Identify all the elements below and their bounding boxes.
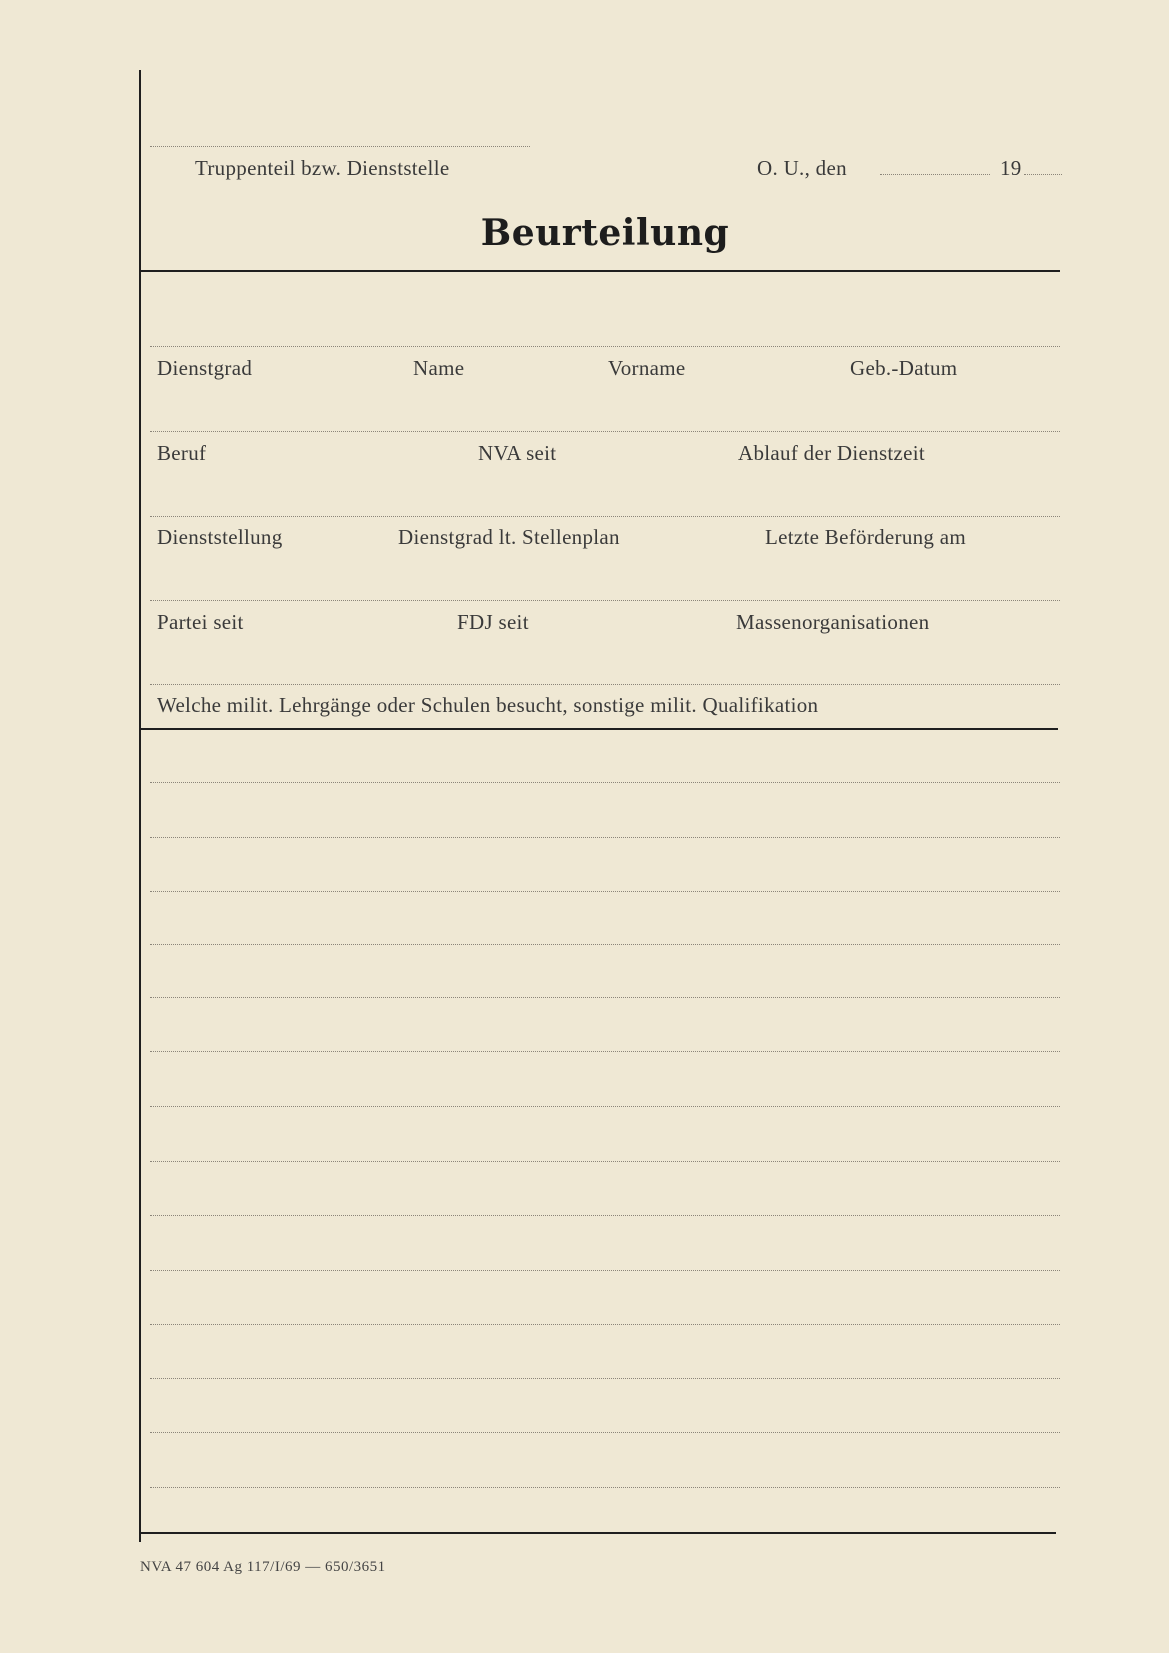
row5-dotted-line[interactable] <box>150 684 1060 685</box>
writing-line[interactable] <box>150 1106 1060 1107</box>
field-dienstgrad: Dienstgrad <box>157 356 253 380</box>
row1-dotted-line[interactable] <box>150 346 1060 347</box>
row3-dotted-line[interactable] <box>150 516 1060 517</box>
place-date-label: O. U., den <box>757 156 847 180</box>
field-dienststellung: Dienststellung <box>157 525 283 549</box>
field-geb-datum: Geb.-Datum <box>850 356 958 380</box>
field-fdj-seit: FDJ seit <box>457 610 529 634</box>
unit-label: Truppenteil bzw. Dienststelle <box>195 156 450 180</box>
title-rule <box>140 270 1060 272</box>
writing-line[interactable] <box>150 891 1060 892</box>
writing-line[interactable] <box>150 1324 1060 1325</box>
unit-dotted-line <box>150 146 530 147</box>
year-label: 19 <box>1000 156 1022 180</box>
writing-line[interactable] <box>150 997 1060 998</box>
field-massenorganisationen: Massenorganisationen <box>736 610 930 634</box>
writing-line[interactable] <box>150 1270 1060 1271</box>
field-vorname: Vorname <box>608 356 686 380</box>
writing-line[interactable] <box>150 944 1060 945</box>
writing-line[interactable] <box>150 1487 1060 1488</box>
field-name: Name <box>413 356 465 380</box>
writing-line[interactable] <box>150 1051 1060 1052</box>
writing-line[interactable] <box>150 1378 1060 1379</box>
writing-line[interactable] <box>150 1215 1060 1216</box>
field-lehrgaenge: Welche milit. Lehrgänge oder Schulen besucht, sonstige milit. Qualifikation <box>157 693 819 717</box>
form-title: Beurteilung <box>480 212 730 254</box>
date-dotted-line[interactable] <box>880 174 990 175</box>
bottom-rule <box>140 1532 1056 1534</box>
field-beruf: Beruf <box>157 441 207 465</box>
writing-line[interactable] <box>150 782 1060 783</box>
field-letzte-befoerderung: Letzte Beförderung am <box>765 525 967 549</box>
row2-dotted-line[interactable] <box>150 431 1060 432</box>
form-number: NVA 47 604 Ag 117/I/69 — 650/3651 <box>140 1559 386 1575</box>
field-ablauf-dienstzeit: Ablauf der Dienstzeit <box>738 441 926 465</box>
left-margin-line <box>139 70 141 1542</box>
writing-line[interactable] <box>150 1161 1060 1162</box>
field-partei-seit: Partei seit <box>157 610 244 634</box>
row4-dotted-line[interactable] <box>150 600 1060 601</box>
field-dienstgrad-stellenplan: Dienstgrad lt. Stellenplan <box>398 525 620 549</box>
section-rule <box>140 728 1058 730</box>
writing-line[interactable] <box>150 837 1060 838</box>
year-dotted-line[interactable] <box>1024 174 1062 175</box>
field-nva-seit: NVA seit <box>478 441 557 465</box>
writing-line[interactable] <box>150 1432 1060 1433</box>
